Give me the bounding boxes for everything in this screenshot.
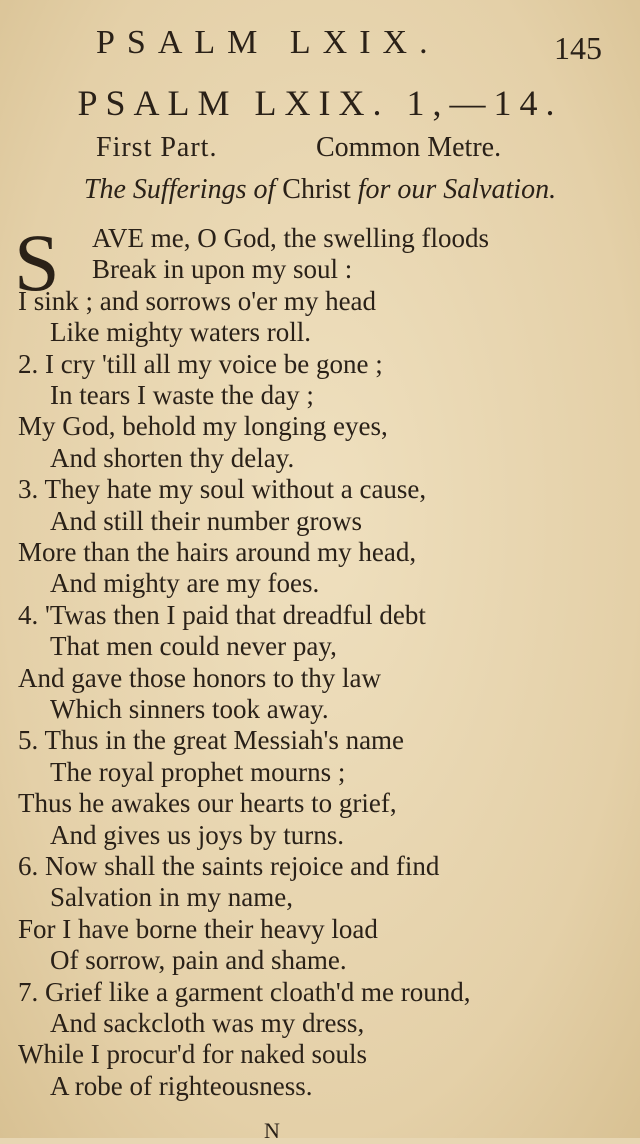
- verse-line: Salvation in my name,: [50, 882, 293, 913]
- verse-line: Of sorrow, pain and shame.: [50, 945, 347, 976]
- running-head: [0, 22, 640, 72]
- verse-line: I sink ; and sorrows o'er my head: [18, 285, 377, 316]
- verse-line: And gives us joys by turns.: [50, 819, 345, 850]
- verse-line: 6. Now shall the saints rejoice and find: [18, 851, 440, 881]
- page-number: 145: [554, 30, 602, 66]
- part-line: [0, 132, 640, 172]
- subject-after: for our Salvation.: [350, 174, 557, 205]
- verse-line: That men could never pay,: [50, 631, 337, 662]
- verse-line: Thus he awakes our hearts to grief,: [18, 788, 397, 819]
- psalm-title: PSALM LXIX. 1,—14.: [77, 83, 563, 123]
- running-title: PSALM LXIX.: [96, 24, 440, 61]
- part-label: First Part.: [96, 132, 218, 163]
- verse-line: For I have borne their heavy load: [18, 913, 378, 944]
- verse-line: While I procur'd for naked souls: [18, 1039, 368, 1070]
- verse-line: Break in upon my soul :: [92, 254, 353, 285]
- verse-line: A robe of righteousness.: [50, 1070, 313, 1101]
- verse-line: The royal prophet mourns ;: [50, 756, 346, 787]
- verse-line: And shorten thy delay.: [50, 442, 295, 473]
- catchword: N: [264, 1118, 280, 1143]
- subject-name: Christ: [282, 174, 351, 205]
- verse-line: 7. Grief like a garment cloath'd me round,: [18, 976, 471, 1007]
- verse-line: My God, behold my longing eyes,: [18, 411, 388, 442]
- psalm-subject: [0, 174, 640, 206]
- verse-line: 2. I cry 'till all my voice be gone ;: [18, 348, 383, 379]
- subject-before: The Sufferings of: [83, 174, 283, 205]
- verse-line: And still their number grows: [50, 505, 362, 536]
- verse-line: AVE me, O God, the swelling floods: [92, 223, 489, 253]
- verse-line: In tears I waste the day ;: [50, 380, 314, 410]
- verse-line: And gave those honors to thy law: [18, 662, 381, 693]
- verse-line: And mighty are my foes.: [50, 568, 320, 599]
- metre-label: Common Metre.: [316, 132, 502, 163]
- verse-line: And sackcloth was my dress,: [50, 1008, 365, 1038]
- verse-line: Like mighty waters roll.: [50, 317, 311, 348]
- drop-cap: S: [14, 217, 60, 308]
- verse-line: 4. 'Twas then I paid that dreadful debt: [18, 599, 426, 630]
- verse-line: Which sinners took away.: [50, 694, 329, 724]
- verse-line: 5. Thus in the great Messiah's name: [18, 725, 405, 756]
- verse-line: More than the hairs around my head,: [18, 537, 417, 567]
- verse-line: 3. They hate my soul without a cause,: [18, 474, 427, 505]
